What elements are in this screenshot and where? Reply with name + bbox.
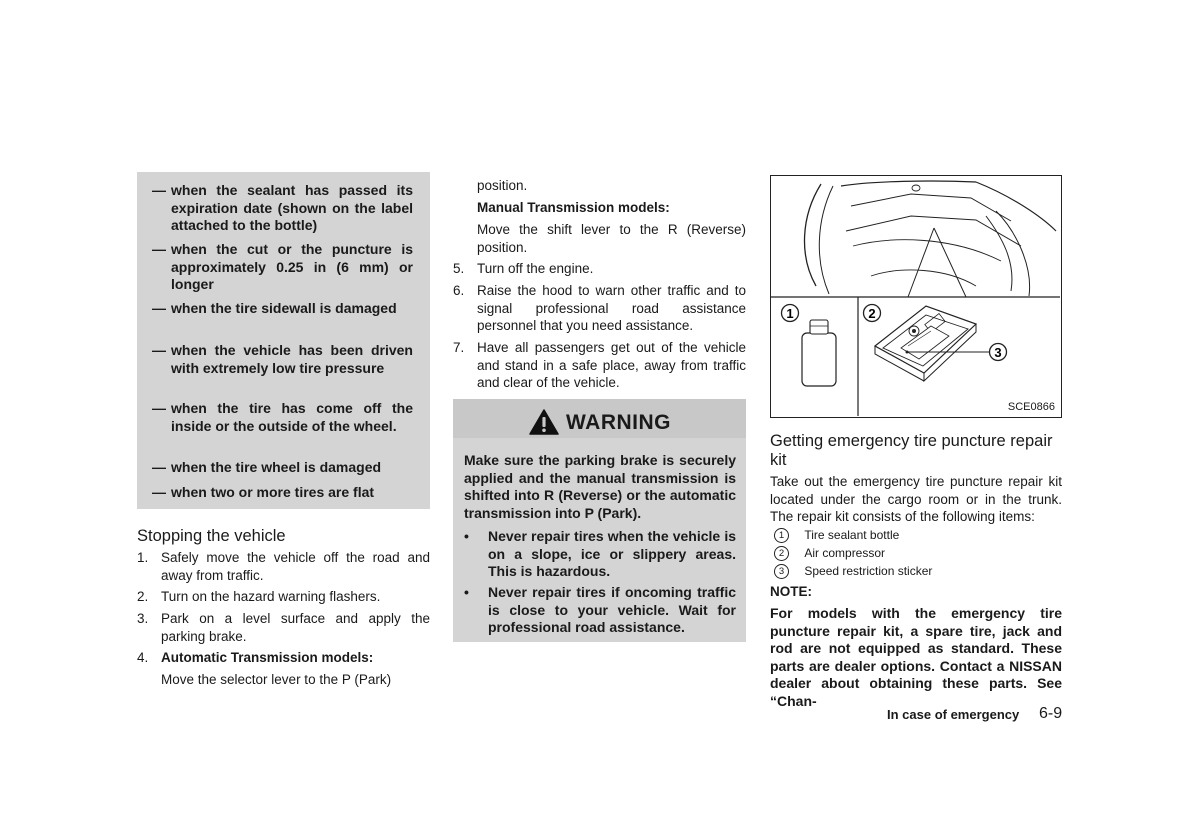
repair-kit-illustration (770, 175, 1062, 418)
bullet-icon: • (464, 528, 469, 544)
manual-transmission-heading: Manual Transmission models: (477, 200, 670, 215)
warning-triangle-icon (529, 409, 559, 435)
warning-bullet-1: Never repair tires when the vehicle is on a slope, ice or slippery areas. This is hazardous. (488, 528, 736, 579)
footer-section-label: In case of emergency (887, 707, 1020, 722)
number-2-icon: 2 (774, 546, 789, 561)
page-number: 6-9 (1039, 705, 1063, 722)
condition-item: — when the sealant has passed its expiration date (shown on the label attached to the bottle) (152, 182, 413, 233)
condition-item: — when the cut or the puncture is approximately 0.25 in (6 mm) or longer (152, 241, 413, 292)
kit-description: Take out the emergency tire puncture repair kit located under the cargo room or in the trunk. The repair kit consists of the following items: (770, 474, 1062, 524)
number-1-icon: 1 (774, 528, 789, 543)
warning-bullet-2: Never repair tires if oncoming traffic is close to your vehicle. Wait for professional road assistance. (488, 584, 736, 635)
step-4-text: Move the selector lever to the P (Park) (161, 672, 392, 687)
illustration-code: SCE0866 (1007, 401, 1055, 413)
conditions-box (137, 172, 430, 509)
note-text: For models with the emergency tire puncture repair kit, a spare tire, jack and rod are not equipped as standard. These parts are dealer options. Contact a NISSAN dealer about obtaining these parts. See “Chan- (770, 605, 1062, 709)
warning-header (453, 399, 746, 438)
warning-box (453, 399, 746, 642)
label-3: 3 (994, 345, 1002, 360)
manual-transmission-text: Move the shift lever to the R (Reverse) position. (477, 222, 746, 255)
kit-item: 1 Tire sealant bottle (774, 527, 899, 543)
condition-item: — when the tire sidewall is damaged (152, 300, 397, 316)
note-heading: NOTE: (770, 584, 812, 599)
warning-title: WARNING (566, 411, 671, 434)
position-continued: position. (477, 178, 528, 193)
condition-item: — when the tire wheel is damaged (152, 459, 382, 475)
section-title-kit: Getting emergency tire puncture repair kit (770, 432, 1053, 469)
label-1: 1 (786, 306, 794, 321)
bullet-icon: • (464, 584, 469, 600)
number-3-icon: 3 (774, 564, 789, 579)
condition-item: — when the tire has come off the inside or the outside of the wheel. (152, 400, 413, 434)
kit-item: 3 Speed restriction sticker (774, 563, 932, 579)
condition-item: — when the vehicle has been driven with extremely low tire pressure (152, 342, 413, 376)
warning-text: Make sure the parking brake is securely applied and the manual transmission is shifted into R (Reverse) or the automatic transmission into P (Park). (464, 452, 736, 521)
kit-item: 2 Air compressor (774, 545, 885, 561)
condition-item: — when two or more tires are flat (152, 484, 375, 500)
label-2: 2 (868, 306, 876, 321)
trunk-drawing (771, 176, 1060, 416)
section-title-stopping: Stopping the vehicle (137, 527, 286, 545)
